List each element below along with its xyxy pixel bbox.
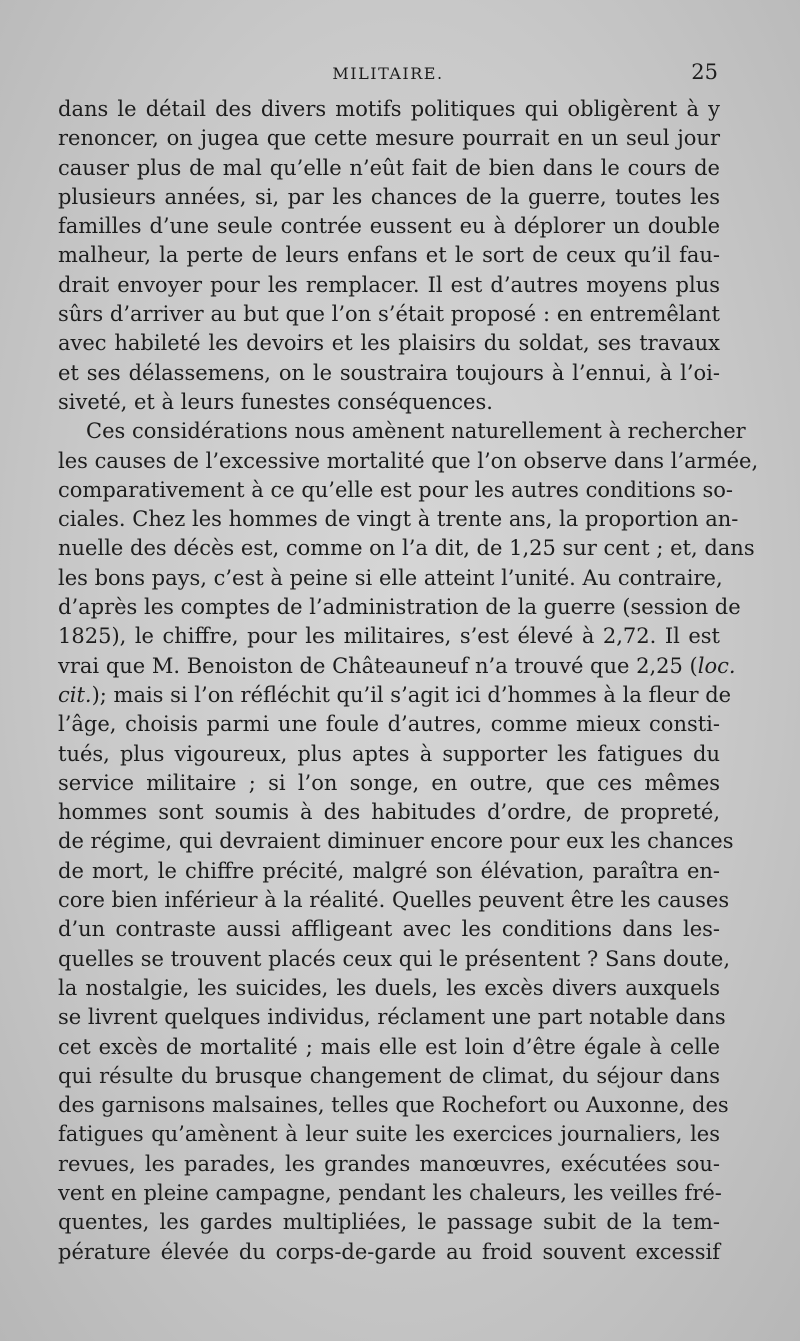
text-line: malheur, la perte de leurs enfans et le sort de ceux qu’il fau- — [58, 243, 720, 268]
text-line: fatigues qu’amènent à leur suite les exercices journaliers, les — [58, 1122, 720, 1147]
text-line: quelles se trouvent placés ceux qui le présentent ? Sans doute, — [58, 946, 731, 971]
text-line: Ces considérations nous amènent naturellement à rechercher — [86, 419, 746, 444]
text-line: hommes sont soumis à des habitudes d’ordre, de propreté, — [58, 800, 720, 825]
text-line: les bons pays, c’est à peine si elle atteint l’unité. Au contraire, — [58, 565, 723, 590]
text-line: causer plus de mal qu’elle n’eût fait de bien dans le cours de — [58, 155, 720, 180]
running-head: MILITAIRE. — [332, 64, 444, 83]
text-line: ciales. Chez les hommes de vingt à trente ans, la proportion an- — [58, 507, 739, 532]
text-line: service militaire ; si l’on songe, en outre, que ces mêmes — [58, 770, 720, 795]
text-line: siveté, et à leurs funestes conséquences. — [58, 389, 493, 414]
text-line: comparativement à ce qu’elle est pour les autres conditions so- — [58, 477, 733, 502]
text-line: nuelle des décès est, comme on l’a dit, de 1,25 sur cent ; et, dans — [58, 536, 755, 561]
text-line: 1825), le chiffre, pour les militaires, s’est élevé à 2,72. Il est — [58, 624, 720, 649]
text-line: revues, les parades, les grandes manœuvres, exécutées sou- — [58, 1151, 720, 1176]
text-segment: ); mais si l’on réfléchit qu’il s’agit ici d’hommes à la fleur de — [91, 682, 732, 707]
loc-cit-italic: loc. — [697, 653, 736, 678]
text-line — [58, 681, 732, 710]
text-line: renoncer, on jugea que cette mesure pourrait en un seul jour — [58, 126, 720, 151]
text-line — [58, 652, 736, 681]
text-line: de régime, qui devraient diminuer encore pour eux les chances — [58, 829, 734, 854]
text-line: l’âge, choisis parmi une foule d’autres, comme mieux consti- — [58, 712, 720, 737]
text-line: quentes, les gardes multipliées, le passage subit de la tem- — [58, 1210, 720, 1235]
loc-cit-italic: cit. — [58, 682, 92, 707]
text-line: de mort, le chiffre précité, malgré son élévation, paraîtra en- — [58, 858, 720, 883]
text-line: familles d’une seule contrée eussent eu à déplorer un double — [58, 214, 720, 239]
text-line: qui résulte du brusque changement de climat, du séjour dans — [58, 1063, 720, 1088]
page-number: 25 — [691, 60, 718, 84]
text-line: d’après les comptes de l’administration de la guerre (session de — [58, 595, 741, 620]
text-line: vent en pleine campagne, pendant les chaleurs, les veilles fré- — [58, 1180, 722, 1205]
text-line: des garnisons malsaines, telles que Rochefort ou Auxonne, des — [58, 1093, 729, 1118]
text-line: sûrs d’arriver au but que l’on s’était proposé : en entremêlant — [58, 302, 720, 327]
text-line: se livrent quelques individus, réclament une part notable dans — [58, 1005, 726, 1030]
text-line: d’un contraste aussi affligeant avec les conditions dans les- — [58, 917, 720, 942]
text-line: la nostalgie, les suicides, les duels, les excès divers auxquels — [58, 975, 720, 1000]
text-line: plusieurs années, si, par les chances de la guerre, toutes les — [58, 184, 720, 209]
text-line: core bien inférieur à la réalité. Quelles peuvent être les causes — [58, 888, 730, 913]
text-segment: vrai que M. Benoiston de Châteauneuf n’a trouvé que 2,25 ( — [58, 653, 698, 678]
text-line: dans le détail des divers motifs politiques qui obligèrent à y — [58, 97, 720, 121]
text-line: drait envoyer pour les remplacer. Il est d’autres moyens plus — [58, 272, 720, 297]
text-line: les causes de l’excessive mortalité que l’on observe dans l’armée, — [58, 448, 759, 473]
text-line: avec habileté les devoirs et les plaisirs du soldat, ses travaux — [58, 331, 720, 356]
text-line: tués, plus vigoureux, plus aptes à supporter les fatigues du — [58, 741, 720, 766]
page-header — [58, 60, 718, 90]
text-line: cet excès de mortalité ; mais elle est loin d’être égale à celle — [58, 1034, 720, 1059]
text-line: pérature élevée du corps-de-garde au froid souvent excessif — [58, 1239, 720, 1264]
body-text — [58, 95, 759, 1267]
text-line: et ses délassemens, on le soustraira toujours à l’ennui, à l’oi- — [58, 360, 720, 385]
